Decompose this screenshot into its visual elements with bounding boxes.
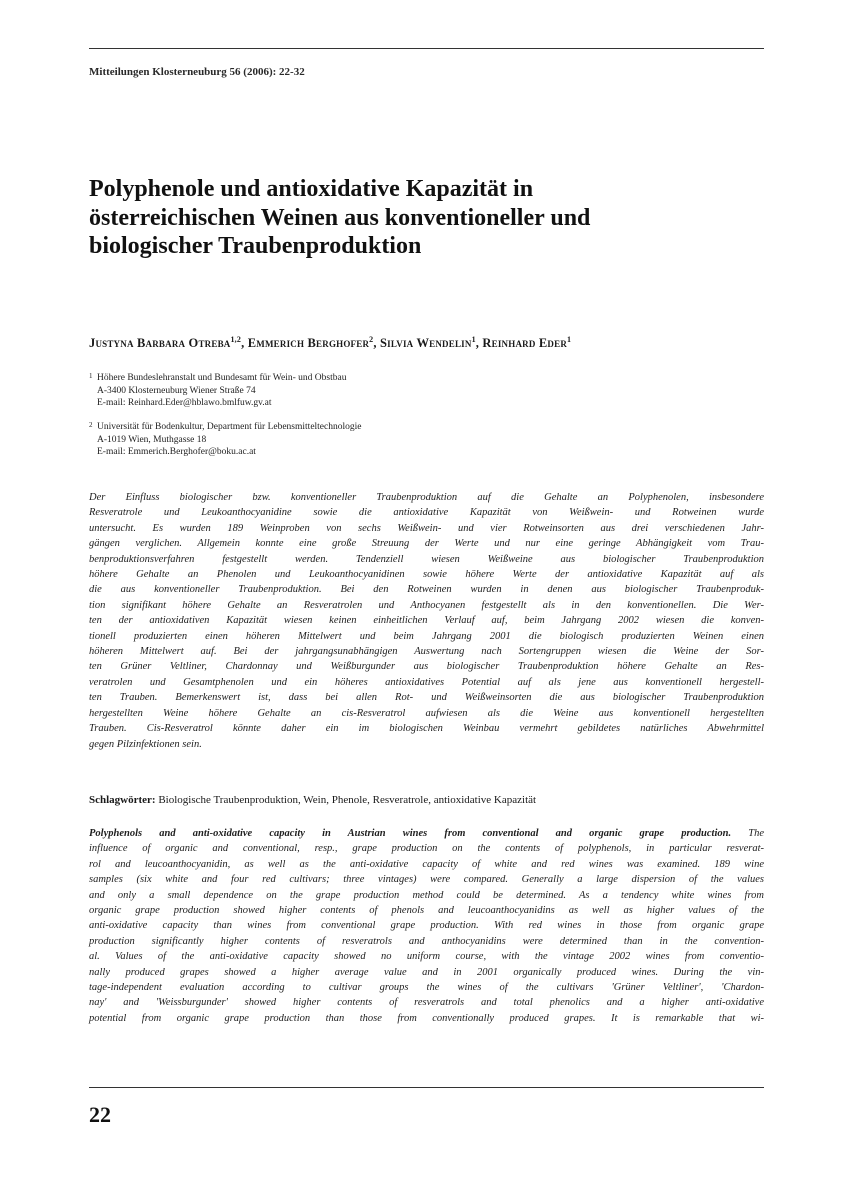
abstract-line: höheren Mittelwert auf. Bei der jahrgangsunabhängigen Auswertung nach Sortengruppen wiesen die Weine der Sor- [89,646,764,658]
abstract-line: and only a small dependence on the grape production method could be determined. As a tendency white wines from [89,889,764,901]
abstract-line: anti-oxidative capacity than wines from conventional grape production. With red wines in those from organic grape [89,920,764,932]
abstract-line: ten Trauben. Bemerkenswert ist, dass bei allen Rot- und Weißweinsorten die aus biologischer Traubenproduktion [89,692,764,704]
abstract-line: ten Grüner Veltliner, Chardonnay und Weißburgunder aus biologischer Traubenproduktion höhere Gehalte an Res- [89,661,764,673]
author-separator: , [241,336,248,350]
title-line: Polyphenole und antioxidative Kapazität in [89,176,534,202]
abstract-line: untersucht. Es wurden 189 Weinproben von sechs Weißwein- und vier Rotweinsorten aus drei verschiedenen Jahr- [89,522,764,534]
abstract-text: The [731,828,764,839]
author-affiliation-mark: 1 [471,335,476,344]
author-affiliation-mark: 1 [567,335,572,344]
abstract-line: veratrolen und Gesamtphenolen und ein höheres antioxidatives Potential auf als jene aus konventionell hergestell- [89,676,764,688]
abstract-line: die aus konventioneller Traubenproduktion. Bei den Rotweinen wurden in denen aus biologischer Traubenproduk- [89,584,764,596]
author-separator: , [373,336,381,350]
abstract-line: Resveratrole und Leukoanthocyanidine sowie die antioxidative Kapazität von Weißwein- und Rotweinen wurde [89,507,764,519]
affiliation-line: A-3400 Klosterneuburg Wiener Straße 74 [97,385,256,396]
abstract-line: Der Einfluss biologischer bzw. konventioneller Traubenproduktion auf die Gehalte an Polyphenolen, insbesondere [89,492,764,503]
keywords [89,794,536,806]
abstract-line: Trauben. Cis-Resveratrol könnte daher ein im biologischen Weinbau vermehrt gebildetes natürliches Abwehrmittel [89,723,764,735]
author-list [89,336,571,351]
affiliation-line: Universität für Bodenkultur, Department für Lebensmitteltechnologie [97,422,362,432]
abstract-line: influence of organic and conventional, resp., grape production on the contents of polyphenols, in particular resverat- [89,843,764,855]
bottom-rule [89,1087,764,1088]
abstract-german [89,490,764,752]
title-line: biologischer Traubenproduktion [89,233,422,259]
author-name: Silvia Wendelin [380,336,472,350]
abstract-line: tionell produzierten einen höheren Mittelwert und beim Jahrgang 2001 die biologisch produzierten Weinen einen [89,630,764,642]
keywords-text: Biologische Traubenproduktion, Wein, Phenole, Resveratrole, antioxidative Kapazität [155,794,537,806]
abstract-english [89,826,764,1026]
affiliation-2 [89,421,362,459]
abstract-line: rol and leucoanthocyanidin, as well as the anti-oxidative capacity of white and red wines was examined. 189 wine [89,858,764,870]
abstract-line: production significantly higher contents of resveratrols and anthocyanidins were determined than in the convention- [89,935,764,947]
affiliation-line: A-1019 Wien, Muthgasse 18 [97,434,207,445]
author-separator: , [475,336,483,350]
abstract-line: nally produced grapes showed a higher average value and in 2001 organically produced wines. During the vin- [89,966,764,978]
abstract-line: potential from organic grape production than those from conventionally produced grapes. It is remarkable that wi- [89,1012,764,1024]
top-rule [89,48,764,49]
abstract-line: nay' and 'Weissburgunder' showed higher contents of resveratrols and total phenolics and a higher anti-oxidative [89,997,764,1009]
article-title [89,175,729,261]
affiliation-line: Höhere Bundeslehranstalt und Bundesamt für Wein- und Obstbau [97,373,347,383]
affiliation-mark: 1 [89,372,93,380]
abstract-line: benproduktionsverfahren festgestellt werden. Tendenziell wiesen Weißweine aus biologischer Traubenproduktion [89,553,764,565]
journal-citation: Mitteilungen Klosterneuburg 56 (2006): 22-32 [89,66,305,78]
abstract-line: hergestellten Weine höhere Gehalte an cis-Resveratrol aufwiesen als die Weine aus konventionell hergestellten [89,707,764,719]
abstract-line: al. Values of the anti-oxidative capacity showed no uniform course, with the vintage 2002 wines from conventio- [89,951,764,963]
author-affiliation-mark: 1,2 [230,335,242,344]
page-number: 22 [89,1102,111,1127]
title-line: österreichischen Weinen aus konventioneller und [89,204,591,231]
affiliation-1 [89,372,346,410]
author-name: Emmerich Berghofer [247,336,370,350]
author-name: Reinhard Eder [482,336,568,350]
english-title: Polyphenols and anti-oxidative capacity in Austrian wines from conventional and organic grape production. [89,828,732,839]
affiliation-email: E-mail: Reinhard.Eder@hblawo.bmlfuw.gv.at [97,398,272,408]
author-name: Justyna Barbara Otreba [89,336,231,350]
affiliation-email: E-mail: Emmerich.Berghofer@boku.ac.at [97,447,256,457]
keywords-label: Schlagwörter: [89,794,156,806]
abstract-line: gegen Pilzinfektionen sein. [89,738,202,750]
abstract-line [89,826,764,841]
abstract-line: gängen verglichen. Allgemein konnte eine große Streuung der Werte und nur eine geringe Abhängigkeit vom Trau- [89,538,764,550]
affiliation-mark: 2 [89,421,93,429]
abstract-line: tage-independent evaluation according to cultivar groups the wines of the cultivars 'Grüner Veltliner', 'Chardon- [89,982,764,994]
abstract-line: organic grape production showed higher contents of phenols and leucoanthocyanidins as well as higher values of the [89,905,764,917]
abstract-line: höhere Gehalte an Phenolen und Leukoanthocyanidinen sowie höhere Werte der antioxidative Kapazität auf als [89,569,764,581]
abstract-line: tion signifikant höhere Gehalte an Resveratrolen und Anthocyanen festgestellt als in den konventionellen. Die Wer- [89,599,764,611]
author-affiliation-mark: 2 [369,335,374,344]
abstract-line: samples (six white and four red cultivars; three vintages) were compared. Generally a large dispersion of the values [89,874,764,886]
abstract-line: ten der antioxidativen Kapazität wiesen keinen einheitlichen Verlauf auf, beim Jahrgang 2002 wiesen die konven- [89,615,764,627]
